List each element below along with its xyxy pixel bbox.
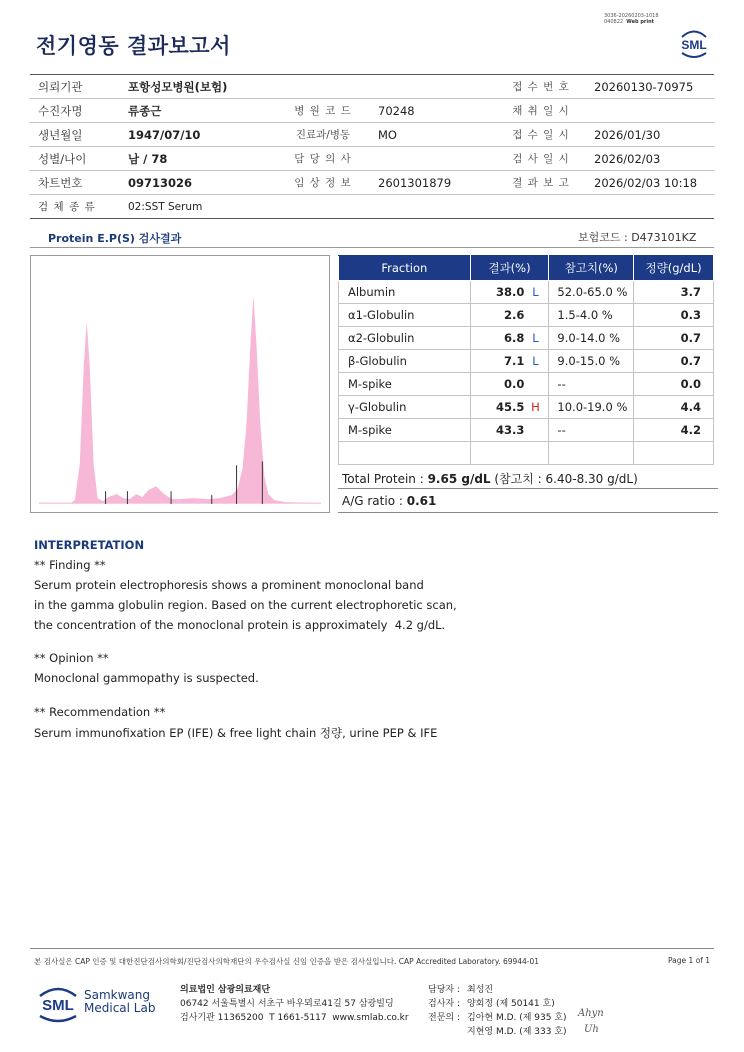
staff-name: 지현영 M.D. (제 333 호) — [467, 1027, 567, 1037]
result-flag: L — [532, 331, 539, 345]
department-value: MO — [368, 123, 498, 147]
info-label: 병 원 코 드 — [278, 99, 368, 123]
info-label: 생년월일 — [30, 123, 118, 147]
result-row — [339, 419, 714, 442]
chart-number-value: 09713026 — [118, 171, 278, 195]
specimen-value: 02:SST Serum — [118, 195, 714, 219]
collection-date-value — [584, 99, 714, 123]
section-title: Protein E.P(S) 검사결과 — [48, 232, 182, 245]
org-address: 06742 서울특별시 서초구 바우뫼로41길 57 삼광빌딩 — [180, 999, 394, 1009]
sml-logo-text: SML — [42, 997, 74, 1014]
info-label: 채 취 일 시 — [498, 99, 584, 123]
info-row — [30, 75, 714, 99]
result-value: 43.3 — [496, 423, 525, 437]
result-value-cell — [470, 350, 549, 373]
info-row — [30, 171, 714, 195]
sml-logo-icon — [676, 25, 712, 61]
recommendation-line: Serum immunofixation EP (IFE) & free light chain 정량, urine PEP & IFE — [34, 726, 438, 740]
result-value-cell — [470, 281, 549, 304]
sml-logo-text: SML — [681, 38, 707, 52]
signature: Ahyn — [578, 1008, 604, 1019]
info-label: 성별/나이 — [30, 147, 118, 171]
page-number: Page 1 of 1 — [668, 956, 711, 965]
reference-range — [549, 442, 634, 465]
result-value-cell — [470, 327, 549, 350]
results-header-row — [339, 256, 714, 281]
footer-divider — [30, 948, 714, 949]
brand-name — [84, 989, 155, 1015]
web-print-label: Web print — [626, 19, 655, 25]
result-row — [339, 396, 714, 419]
result-flag: L — [532, 285, 539, 299]
protein-curve — [39, 296, 321, 503]
staff-label: 검사자 : — [428, 999, 460, 1009]
result-value: 7.1 — [504, 354, 525, 368]
result-row — [339, 350, 714, 373]
info-label: 접 수 번 호 — [498, 75, 584, 99]
amount-value: 4.2 — [634, 419, 714, 442]
result-value-cell — [470, 396, 549, 419]
result-row — [339, 327, 714, 350]
result-value: 0.0 — [504, 377, 525, 391]
info-label: 결 과 보 고 — [498, 171, 584, 195]
reference-range: 52.0-65.0 % — [549, 281, 634, 304]
patient-info-table — [30, 74, 714, 219]
insurance-code: 보험코드 : D473101KZ — [578, 231, 697, 244]
staff-label: 전문의 : — [428, 1013, 460, 1023]
staff-name: 최성진 — [467, 985, 494, 995]
reference-range: 1.5-4.0 % — [549, 304, 634, 327]
info-label: 담 당 의 사 — [278, 147, 368, 171]
result-value: 38.0 — [496, 285, 525, 299]
header-fraction: Fraction — [339, 256, 471, 281]
page-title: 전기영동 결과보고서 — [36, 34, 231, 58]
fraction-name: β-Globulin — [339, 350, 471, 373]
total-protein-label: Total Protein : — [342, 472, 428, 486]
finding-line: Serum protein electrophoresis shows a prominent monoclonal band — [34, 578, 424, 592]
section-divider — [30, 247, 714, 248]
info-label: 차트번호 — [30, 171, 118, 195]
sex-age-value: 남 / 78 — [118, 147, 278, 171]
finding-line: the concentration of the monoclonal protein is approximately 4.2 g/dL. — [34, 618, 446, 632]
report-date-value: 2026/02/03 10:18 — [584, 171, 714, 195]
header-amount: 정량(g/dL) — [634, 256, 714, 281]
result-flag: H — [531, 400, 540, 414]
amount-value: 0.3 — [634, 304, 714, 327]
amount-value: 0.7 — [634, 327, 714, 350]
info-label: 진료과/병동 — [278, 123, 368, 147]
doctor-value — [368, 147, 498, 171]
institution-value: 포항성모병원(보험) — [118, 75, 498, 99]
header-reference: 참고치(%) — [549, 256, 634, 281]
document-code-line1: 3036-20260203-1018 — [604, 13, 659, 19]
info-label: 임 상 정 보 — [278, 171, 368, 195]
ag-ratio-label: A/G ratio : — [342, 494, 407, 508]
result-value-cell — [470, 419, 549, 442]
divider — [338, 488, 718, 489]
amount-value: 0.7 — [634, 350, 714, 373]
reference-range: 9.0-14.0 % — [549, 327, 634, 350]
result-value: 6.8 — [504, 331, 525, 345]
total-protein — [342, 470, 638, 487]
opinion-heading: ** Opinion ** — [34, 651, 109, 665]
reference-range: 9.0-15.0 % — [549, 350, 634, 373]
test-date-value: 2026/02/03 — [584, 147, 714, 171]
info-label: 수진자명 — [30, 99, 118, 123]
brand-line2: Medical Lab — [84, 1001, 156, 1015]
results-body — [339, 281, 714, 465]
result-value-cell — [470, 373, 549, 396]
info-label: 검 체 종 류 — [30, 195, 118, 219]
result-value-cell — [470, 304, 549, 327]
result-value: 45.5 — [496, 400, 525, 414]
signature: Uh — [584, 1024, 599, 1035]
interpretation-title: INTERPRETATION — [34, 538, 145, 552]
reference-range: 10.0-19.0 % — [549, 396, 634, 419]
result-row — [339, 442, 714, 465]
opinion-line: Monoclonal gammopathy is suspected. — [34, 671, 259, 685]
brand-line1: Samkwang — [84, 988, 150, 1002]
receipt-date-value: 2026/01/30 — [584, 123, 714, 147]
header-result: 결과(%) — [470, 256, 549, 281]
result-value-cell — [470, 442, 549, 465]
org-contact: 검사기관 11365200 T 1661-5117 www.smlab.co.kr — [180, 1013, 409, 1023]
staff-label: 담당자 : — [428, 985, 460, 995]
recommendation-heading: ** Recommendation ** — [34, 705, 166, 719]
finding-line: in the gamma globulin region. Based on the current electrophoretic scan, — [34, 598, 457, 612]
result-flag: L — [532, 354, 539, 368]
document-code-line2: 040822 — [604, 19, 624, 25]
sml-logo-icon — [36, 982, 80, 1026]
finding-heading: ** Finding ** — [34, 558, 106, 572]
result-row — [339, 304, 714, 327]
fraction-name: γ-Globulin — [339, 396, 471, 419]
reference-range: -- — [549, 419, 634, 442]
total-protein-ref: (참고치 : 6.40-8.30 g/dL) — [490, 472, 638, 486]
document-code — [604, 13, 684, 25]
staff-name: 김아현 M.D. (제 935 호) — [467, 1013, 567, 1023]
staff-name: 양회정 (제 50141 호) — [467, 999, 555, 1009]
receipt-number-value: 20260130-70975 — [584, 75, 714, 99]
info-label: 의뢰기관 — [30, 75, 118, 99]
amount-value: 4.4 — [634, 396, 714, 419]
org-name: 의료법인 삼광의료재단 — [180, 985, 271, 995]
clinical-info-value: 2601301879 — [368, 171, 498, 195]
info-label: 접 수 일 시 — [498, 123, 584, 147]
fraction-name — [339, 442, 471, 465]
fraction-name: M-spike — [339, 419, 471, 442]
total-protein-value: 9.65 — [427, 472, 458, 486]
reference-range: -- — [549, 373, 634, 396]
fraction-name: α2-Globulin — [339, 327, 471, 350]
info-label: 검 사 일 시 — [498, 147, 584, 171]
result-value: 2.6 — [504, 308, 525, 322]
electrophoresis-curve-chart — [30, 255, 330, 513]
fraction-name: Albumin — [339, 281, 471, 304]
ag-ratio — [342, 494, 436, 508]
total-protein-unit: g/dL — [457, 472, 491, 486]
amount-value: 3.7 — [634, 281, 714, 304]
fraction-name: M-spike — [339, 373, 471, 396]
certification-note: 본 검사실은 CAP 인증 및 대한진단검사의학회/진단검사의학재단의 우수검사실 신임 인증을 받은 검사실입니다. CAP Accredited Laboratory. 69944-01 — [34, 957, 540, 966]
result-row — [339, 281, 714, 304]
info-row — [30, 147, 714, 171]
result-row — [339, 373, 714, 396]
info-row — [30, 195, 714, 219]
info-row — [30, 123, 714, 147]
amount-value — [634, 442, 714, 465]
fraction-name: α1-Globulin — [339, 304, 471, 327]
hospital-code-value: 70248 — [368, 99, 498, 123]
ag-ratio-value: 0.61 — [406, 494, 437, 508]
divider — [338, 512, 718, 513]
info-row — [30, 99, 714, 123]
patient-name-value: 류종근 — [118, 99, 278, 123]
birthdate-value: 1947/07/10 — [118, 123, 278, 147]
results-table — [338, 255, 714, 465]
amount-value: 0.0 — [634, 373, 714, 396]
